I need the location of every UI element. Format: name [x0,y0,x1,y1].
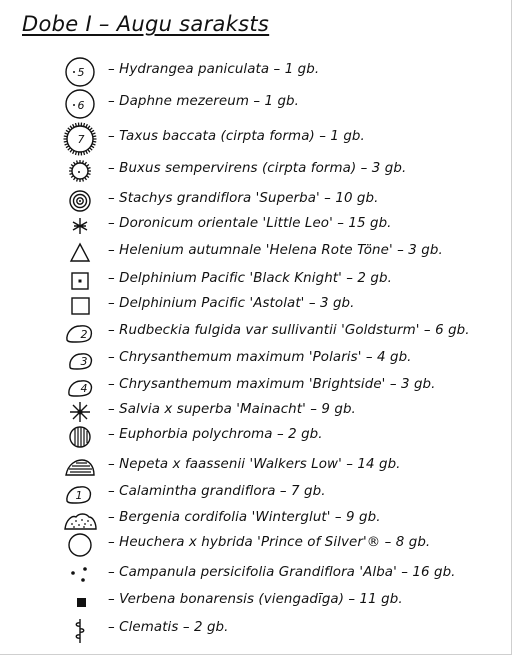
plant-row [0,158,511,184]
striped-circle-icon [64,424,98,450]
plant-entry-text: – Daphne mezereum – 1 gb. [108,94,300,109]
plant-entry-text: – Hydrangea paniculata – 1 gb. [108,62,320,77]
plant-entry-text: – Campanula persicifolia Grandiflora 'Alba' – 16 gb. [108,565,456,580]
plant-entry-text: – Buxus sempervirens (cirpta forma) – 3 gb. [108,161,407,176]
symbol-number: 5 [77,66,85,79]
vine-icon [64,617,98,643]
filled-square-icon [64,589,98,615]
asterisk-icon [64,213,98,239]
plant-row [0,293,511,319]
blob-3-icon [64,347,98,373]
plant-row [0,589,511,615]
plant-row [0,507,511,533]
plant-entry-text: – Doronicum orientale 'Little Leo' – 15 gb. [108,216,392,231]
blob-1-icon [64,481,98,507]
symbol-number: 6 [77,99,85,112]
plain-circle-icon [64,532,98,558]
plant-row [0,91,511,117]
blob-2-icon [64,320,98,346]
square-icon [64,293,98,319]
plant-entry-text: – Stachys grandiflora 'Superba' – 10 gb. [108,191,379,206]
plant-entry-text: – Helenium autumnale 'Helena Rote Töne' – 3 gb. [108,243,443,258]
plant-row [0,126,511,152]
plant-row [0,213,511,239]
plant-row [0,268,511,294]
plant-entry-text: – Taxus baccata (cirpta forma) – 1 gb. [108,129,365,144]
plant-row [0,454,511,480]
plant-row [0,240,511,266]
symbol-number: 4 [80,382,88,395]
symbol-number: 7 [77,133,85,146]
plant-entry-text: – Delphinium Pacific 'Black Knight' – 2 gb. [108,271,392,286]
circle-5-icon [64,59,98,85]
plant-entry-text: – Chrysanthemum maximum 'Brightside' – 3 gb. [108,377,436,392]
plant-entry-text: – Delphinium Pacific 'Astolat' – 3 gb. [108,296,355,311]
plant-row [0,320,511,346]
plant-row [0,399,511,425]
plant-row [0,617,511,643]
page-title: Dobe I – Augu saraksts [22,12,270,36]
triangle-icon [64,240,98,266]
plant-row [0,374,511,400]
blob-4-icon [64,374,98,400]
small-spiky-circle-icon [64,158,98,184]
plant-row [0,481,511,507]
symbol-number: 1 [75,489,83,502]
dotted-mound-icon [64,507,98,533]
plant-entry-text: – Verbena bonarensis (viengadīga) – 11 gb. [108,592,403,607]
plant-entry-text: – Euphorbia polychroma – 2 gb. [108,427,323,442]
plant-row [0,424,511,450]
plant-entry-text: – Chrysanthemum maximum 'Polaris' – 4 gb. [108,350,412,365]
plant-entry-text: – Heuchera x hybrida 'Prince of Silver'® – 8 gb. [108,535,431,550]
symbol-number: 2 [80,328,88,341]
plant-row [0,59,511,85]
plant-entry-text: – Calamintha grandiflora – 7 gb. [108,484,326,499]
plant-row [0,347,511,373]
star-burst-icon [64,399,98,425]
square-dot-icon [64,268,98,294]
spiky-circle-7-icon [64,126,98,152]
plant-row [0,562,511,588]
plant-row [0,188,511,214]
three-dots-icon [64,562,98,588]
plant-entry-text: – Clematis – 2 gb. [108,620,229,635]
plant-entry-text: – Bergenia cordifolia 'Winterglut' – 9 gb. [108,510,381,525]
striped-mound-icon [64,454,98,480]
plant-entry-text: – Nepeta x faassenii 'Walkers Low' – 14 gb. [108,457,401,472]
plant-entry-text: – Salvia x superba 'Mainacht' – 9 gb. [108,402,356,417]
circle-6-icon [64,91,98,117]
spiral-icon [64,188,98,214]
plant-row [0,532,511,558]
symbol-number: 3 [80,355,88,368]
plant-entry-text: – Rudbeckia fulgida var sullivantii 'Goldsturm' – 6 gb. [108,323,470,338]
